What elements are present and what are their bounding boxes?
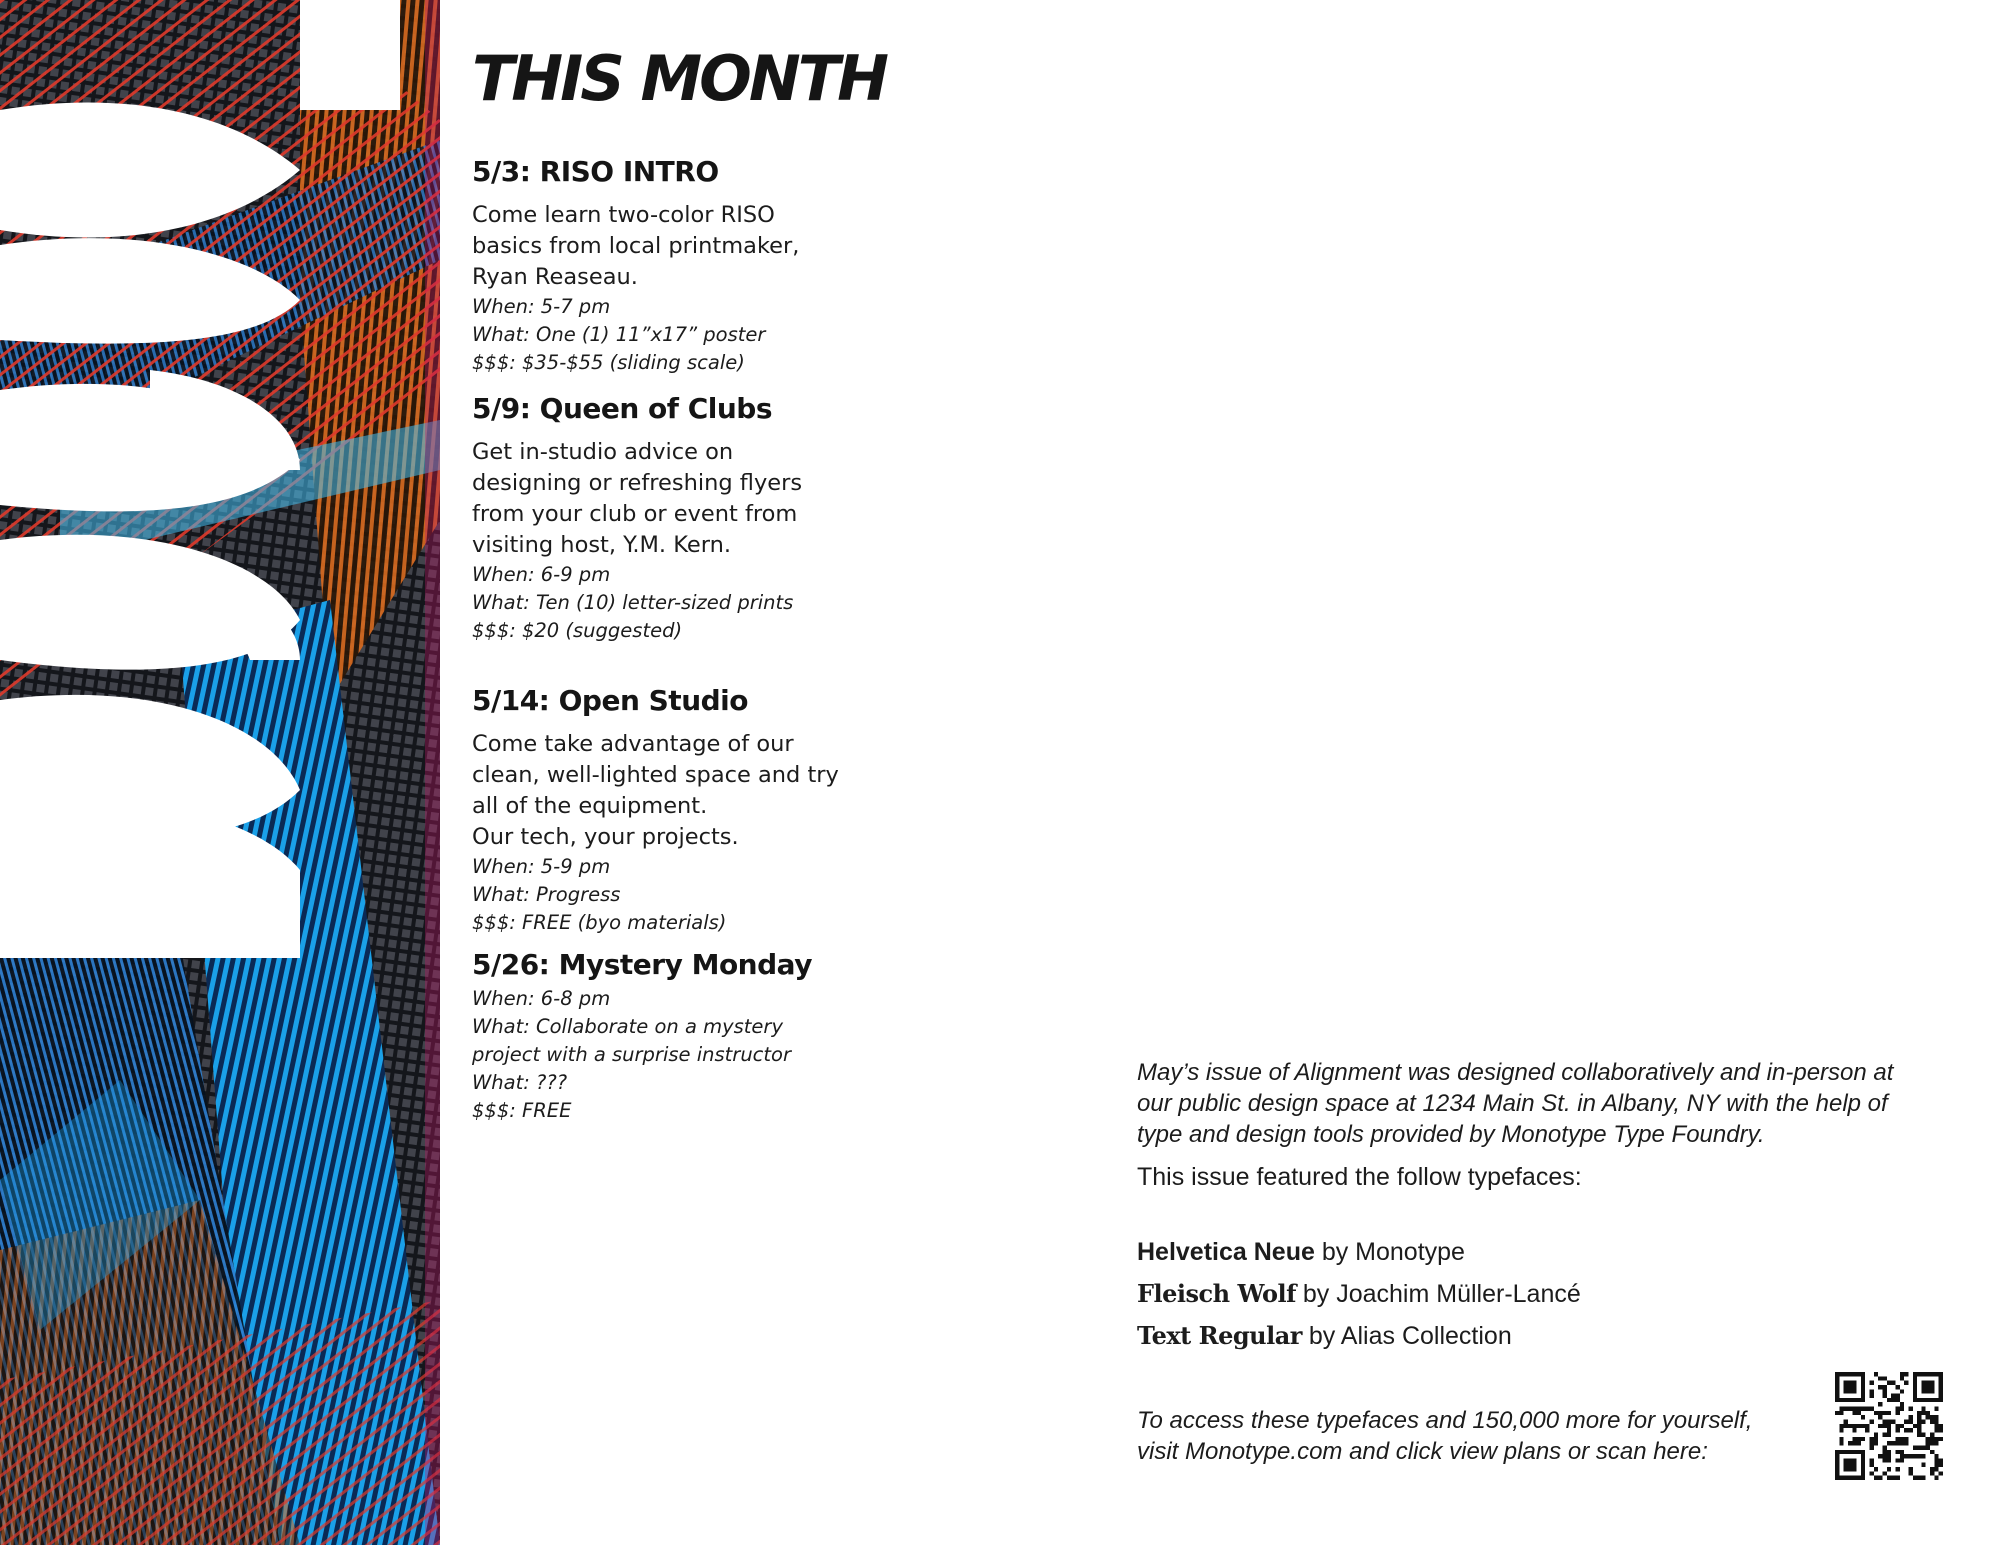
- colophon-lead: This issue featured the follow typefaces:: [1137, 1163, 1582, 1191]
- colophon: [1137, 1057, 1957, 1467]
- event-open-studio: [472, 684, 902, 937]
- colophon-intro: May’s issue of Alignment was designed collaboratively and in-person at our public design space at 1234 Main St. in Albany, NY with the help of type and design tools provided by Monotype Type Foundry.: [1137, 1059, 1894, 1148]
- section-title: THIS MONTH: [472, 42, 886, 115]
- typeface-list: [1137, 1231, 1957, 1357]
- event-what-extra: What: ???: [472, 1071, 568, 1094]
- event-what: What: One (1) 11”x17” poster: [472, 323, 766, 346]
- abstract-artwork-icon: [0, 0, 440, 1545]
- typeface-name: Fleisch Wolf: [1137, 1279, 1296, 1308]
- event-heading: 5/9: Queen of Clubs: [472, 392, 772, 425]
- event-description: Come take advantage of our clean, well-lighted space and try all of the equipment. Our tech, your projects.: [472, 731, 839, 850]
- typeface-item: [1137, 1315, 1957, 1357]
- typeface-credit: by Joachim Müller-Lancé: [1295, 1280, 1581, 1308]
- event-cost: $$$: $35-$55 (sliding scale): [472, 351, 745, 374]
- event-cost: $$$: FREE (byo materials): [472, 911, 727, 934]
- event-description: Come learn two-color RISO basics from local printmaker, Ryan Reaseau.: [472, 202, 800, 290]
- event-cost: $$$: $20 (suggested): [472, 619, 683, 642]
- typeface-name: Helvetica Neue: [1137, 1238, 1315, 1266]
- event-riso-intro: [472, 155, 902, 377]
- typeface-name: Text Regular: [1137, 1321, 1302, 1350]
- colophon-cta: To access these typefaces and 150,000 more for yourself, visit Monotype.com and click view plans or scan here:: [1137, 1407, 1753, 1465]
- poster-artwork: [0, 0, 440, 1545]
- event-when: When: 6-9 pm: [472, 563, 611, 586]
- typeface-credit: by Monotype: [1314, 1238, 1465, 1266]
- event-description: Get in-studio advice on designing or refreshing flyers from your club or event from visiting host, Y.M. Kern.: [472, 439, 803, 558]
- event-heading: 5/26: Mystery Monday: [472, 948, 812, 981]
- event-cost: $$$: FREE: [472, 1099, 572, 1122]
- event-when: When: 6-8 pm: [472, 987, 611, 1010]
- event-what: What: Collaborate on a mystery project with a surprise instructor: [472, 1015, 791, 1066]
- event-when: When: 5-9 pm: [472, 855, 611, 878]
- event-heading: 5/3: RISO INTRO: [472, 155, 719, 188]
- event-mystery-monday: [472, 948, 902, 1125]
- typeface-item: [1137, 1231, 1957, 1273]
- event-what: What: Progress: [472, 883, 621, 906]
- typeface-credit: by Alias Collection: [1301, 1322, 1512, 1350]
- event-when: When: 5-7 pm: [472, 295, 611, 318]
- event-heading: 5/14: Open Studio: [472, 684, 748, 717]
- event-queen-of-clubs: [472, 392, 902, 645]
- event-what: What: Ten (10) letter-sized prints: [472, 591, 794, 614]
- qr-code-icon[interactable]: [1835, 1372, 1943, 1480]
- typeface-item: [1137, 1273, 1957, 1315]
